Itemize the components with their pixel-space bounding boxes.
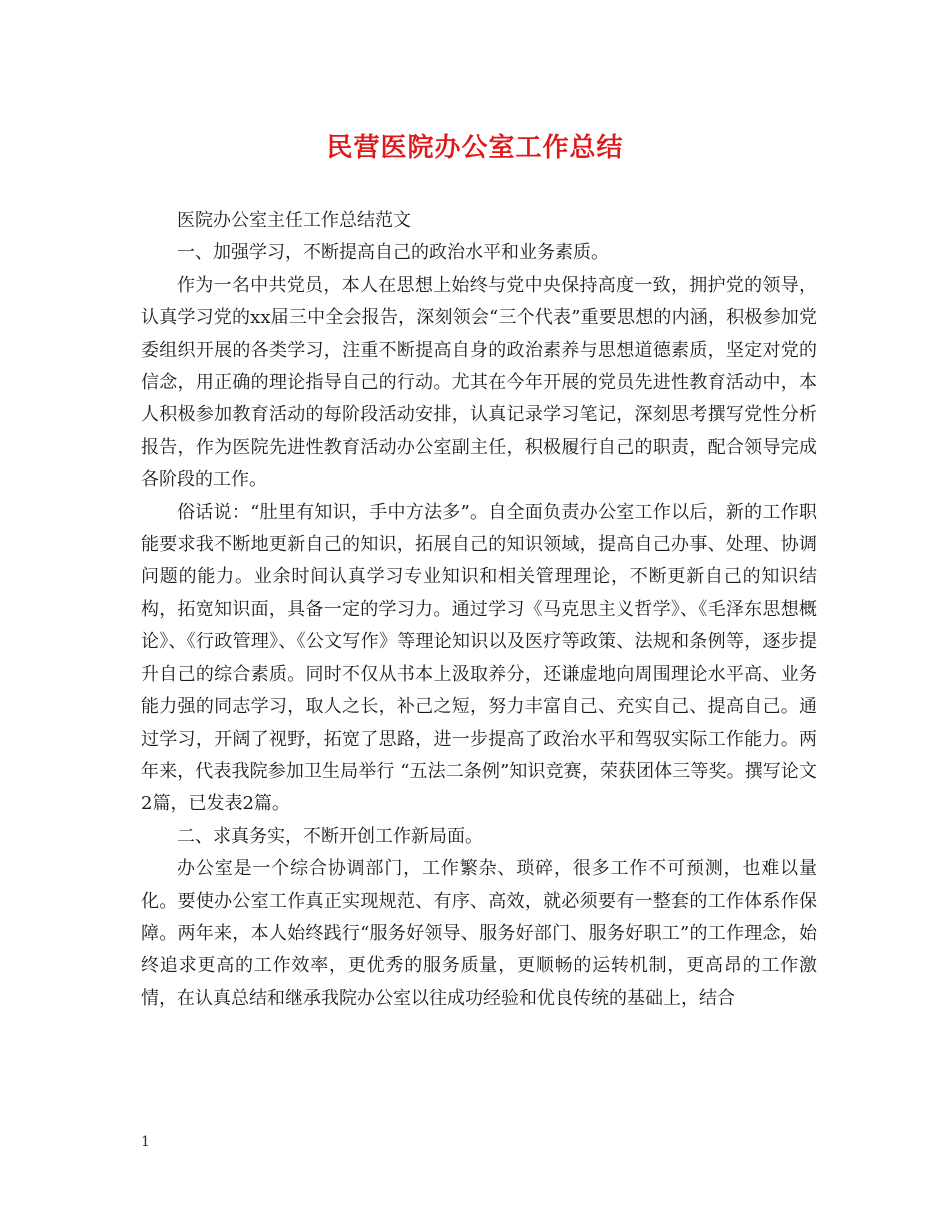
body-paragraph: 办公室是一个综合协调部门，工作繁杂、琐碎，很多工作不可预测，也难以量化。要使办公室工作真正实现规范、有序、高效，就必须要有一整套的工作体系作保障。两年来，本人始终践行“服务好领导、服务好部门、服务好职工”的工作理念，始终追求更高的工作效率，更优秀的服务质量，更顺畅的运转机制，更高昂的工作激情，在认真总结和继承我院办公室以往成功经验和优良传统的基础上，结合 <box>141 858 817 1009</box>
document-body <box>141 205 817 1015</box>
section-heading-2: 二、求真务实，不断开创工作新局面。 <box>177 825 483 847</box>
body-paragraph: 作为一名中共党员，本人在思想上始终与党中央保持高度一致，拥护党的领导，认真学习党的xx届三中全会报告，深刻领会“三个代表”重要思想的内涵，积极参加党委组织开展的各类学习，注重不断提高自身的政治素养与思想道德素质，坚定对党的信念，用正确的理论指导自己的行动。尤其在今年开展的党员先进性教育活动中，本人积极参加教育活动的每阶段活动安排，认真记录学习笔记，深刻思考撰写党性分析报告，作为医院先进性教育活动办公室副主任，积极履行自己的职责，配合领导完成各阶段的工作。 <box>141 274 817 491</box>
section-heading-1: 一、加强学习，不断提高自己的政治水平和业务素质。 <box>177 242 609 264</box>
document-title: 民营医院办公室工作总结 <box>326 133 624 163</box>
body-paragraph: 俗话说：“肚里有知识，手中方法多”。自全面负责办公室工作以后，新的工作职能要求我不断地更新自己的知识，拓展自己的知识领域，提高自己办事、处理、协调问题的能力。业余时间认真学习专业知识和相关管理理论，不断更新自己的知识结构，拓宽知识面，具备一定的学习力。通过学习《马克思主义哲学》、《毛泽东思想概论》、《行政管理》、《公文写作》等理论知识以及医疗等政策、法规和条例等，逐步提升自己的综合素质。同时不仅从书本上汲取养分，还谦虚地向周围理论水平高、业务能力强的同志学习，取人之长，补己之短，努力丰富自己、充实自己、提高自己。通过学习，开阔了视野，拓宽了思路，进一步提高了政治水平和驾驭实际工作能力。两年来，代表我院参加卫生局举行 “五法二条例”知识竞赛，荣获团体三等奖。撰写论文2篇，已发表2篇。 <box>141 501 817 815</box>
subtitle-paragraph: 医院办公室主任工作总结范文 <box>177 210 411 231</box>
page-number: 1 <box>141 1134 150 1150</box>
